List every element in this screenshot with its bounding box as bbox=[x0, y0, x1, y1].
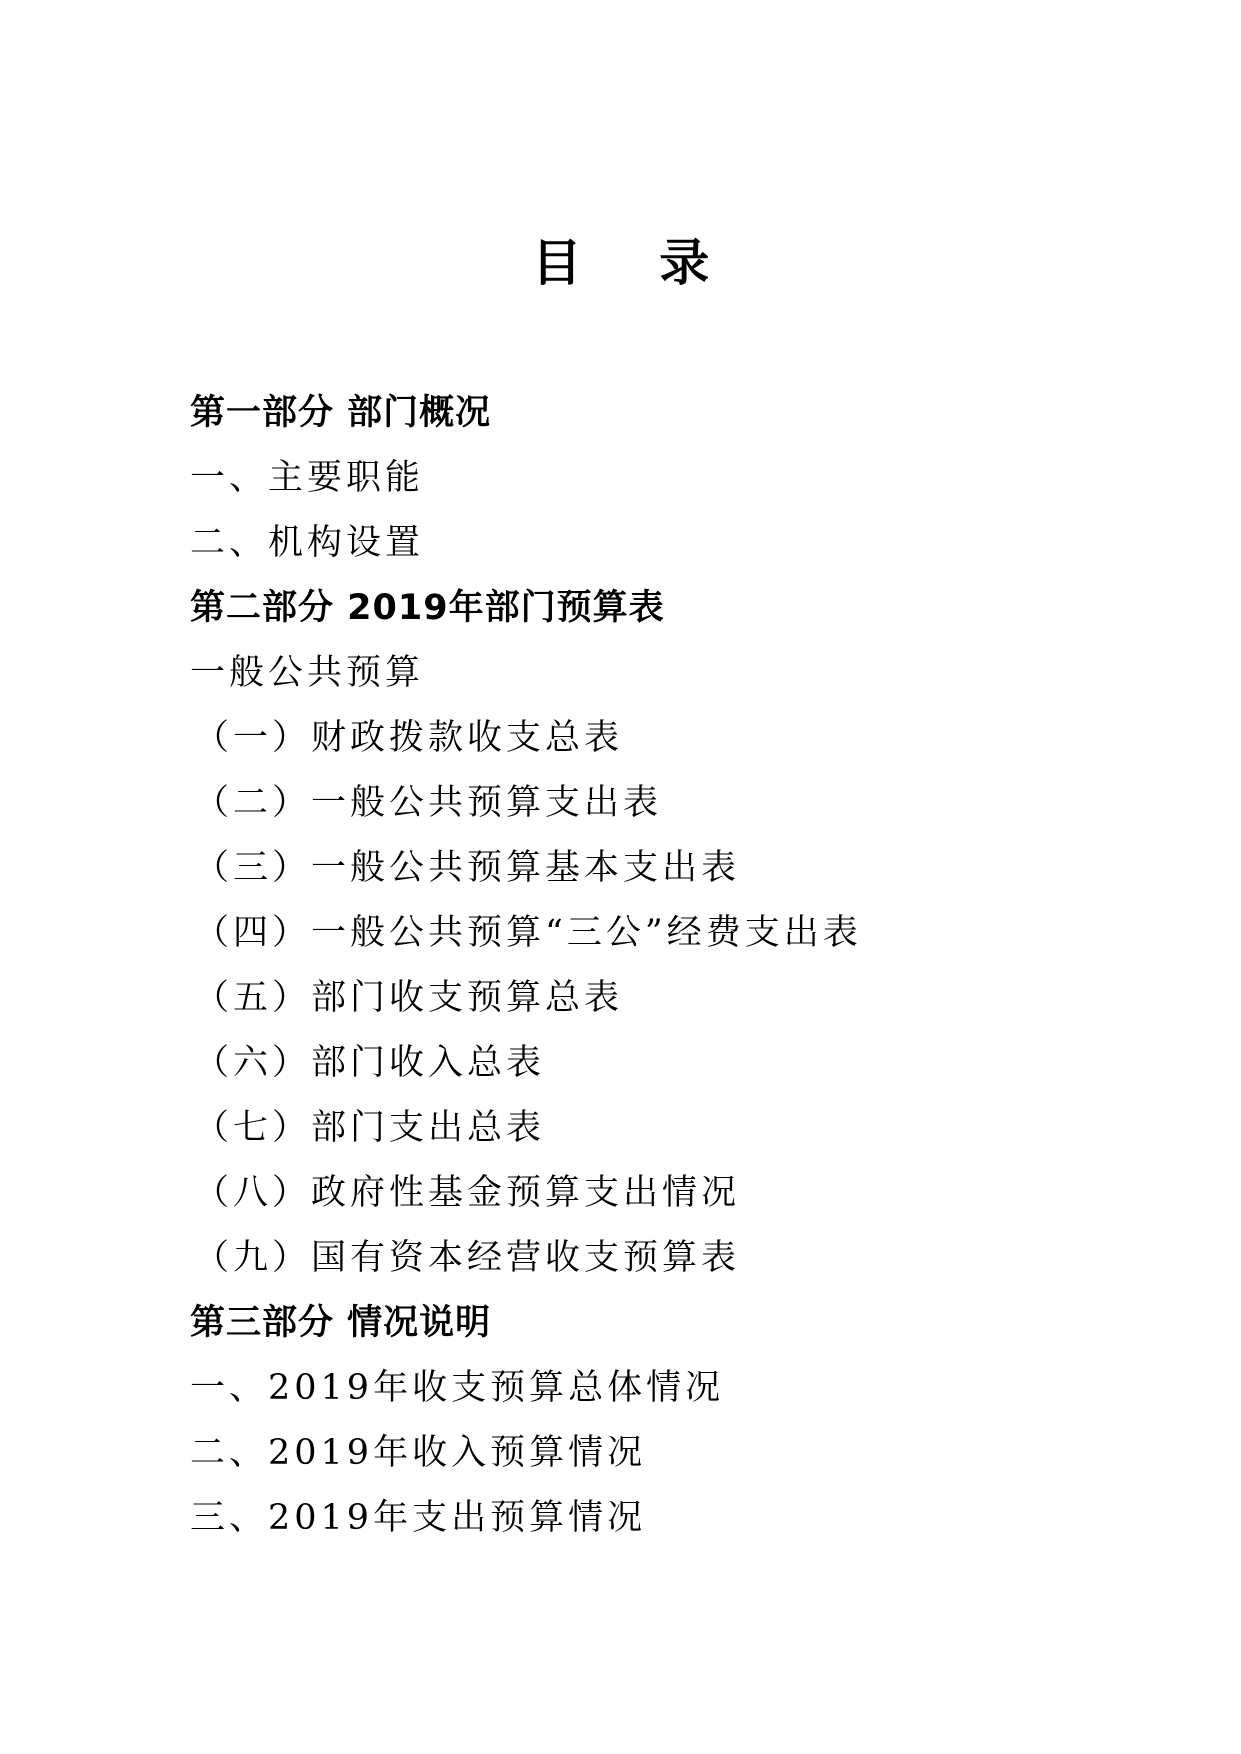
toc-part-3: 第三部分 情况说明 bbox=[190, 1303, 492, 1343]
toc-subitem: （六）部门收入总表 bbox=[194, 1043, 546, 1083]
toc-item: 二、机构设置 bbox=[190, 523, 425, 563]
toc-item: 一、主要职能 bbox=[190, 458, 425, 498]
toc-subitem: （二）一般公共预算支出表 bbox=[194, 783, 663, 823]
toc-part-2: 第二部分 2019年部门预算表 bbox=[190, 588, 665, 628]
table-of-contents bbox=[190, 381, 1150, 1551]
toc-subitem: （三）一般公共预算基本支出表 bbox=[194, 848, 741, 888]
toc-item: 一般公共预算 bbox=[190, 653, 425, 693]
toc-subitem: （一）财政拨款收支总表 bbox=[194, 718, 624, 758]
page-title: 目 录 bbox=[531, 234, 740, 292]
toc-subitem: （九）国有资本经营收支预算表 bbox=[194, 1238, 741, 1278]
toc-subitem: （五）部门收支预算总表 bbox=[194, 978, 624, 1018]
toc-subitem: （八）政府性基金预算支出情况 bbox=[194, 1173, 741, 1213]
toc-subitem: （七）部门支出总表 bbox=[194, 1108, 546, 1148]
toc-item: 三、2019年支出预算情况 bbox=[190, 1498, 647, 1538]
toc-item: 一、2019年收支预算总体情况 bbox=[190, 1368, 725, 1408]
toc-subitem: （四）一般公共预算“三公”经费支出表 bbox=[194, 913, 862, 953]
toc-part-1: 第一部分 部门概况 bbox=[190, 393, 492, 433]
toc-item: 二、2019年收入预算情况 bbox=[190, 1433, 647, 1473]
